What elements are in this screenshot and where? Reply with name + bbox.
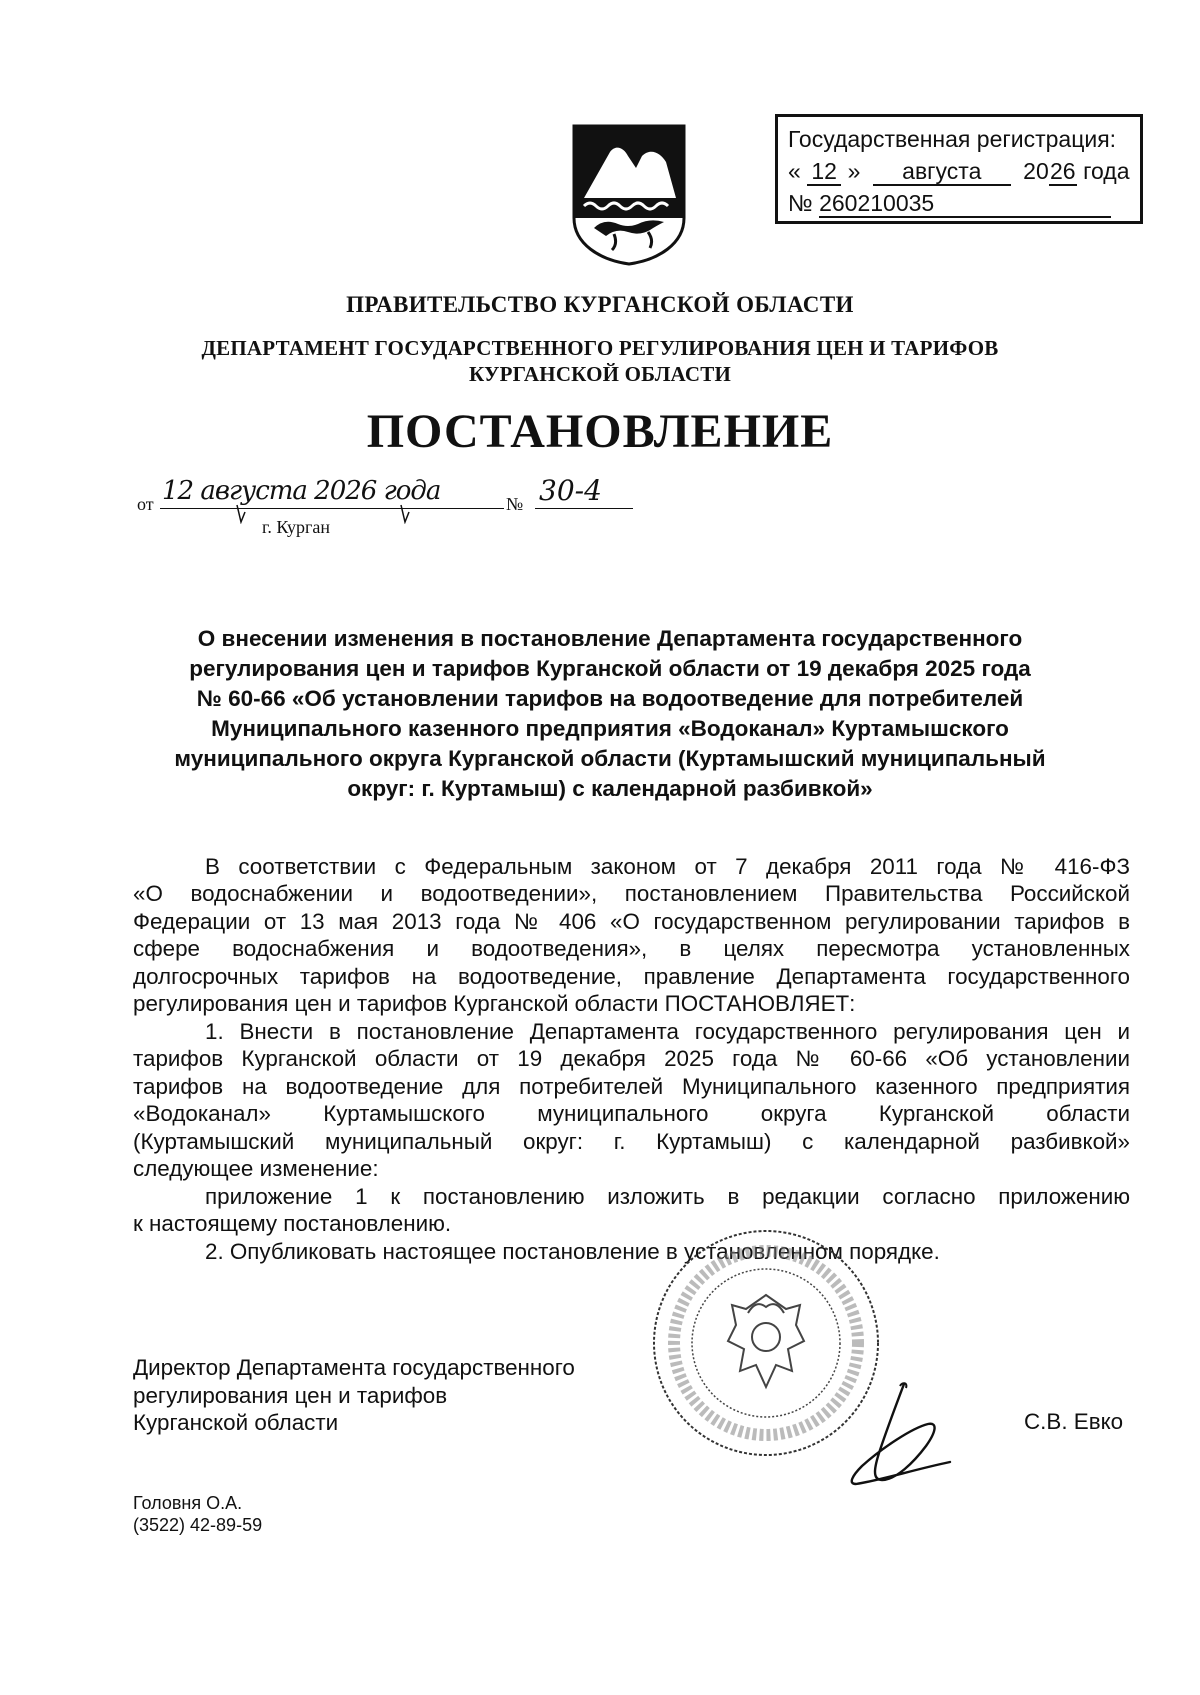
- executor-name: Головня О.А.: [133, 1493, 243, 1513]
- body-line: сфере водоснабжения и водоотведения», в целях пересмотра установленных: [133, 936, 1130, 961]
- body-line: следующее изменение:: [133, 1156, 379, 1181]
- body-line: В соответствии с Федеральным законом от 7 декабря 2011 года № 416-ФЗ: [205, 854, 1130, 879]
- registration-year-word: года: [1083, 158, 1130, 184]
- executor-info: [133, 1492, 262, 1536]
- handwritten-date: 12 августа 2026 года: [160, 474, 504, 509]
- registration-box: [775, 114, 1143, 224]
- signatory-position: [133, 1354, 575, 1437]
- signatory-position-line: Директор Департамента государственного: [133, 1355, 575, 1380]
- city-label: г. Курган: [262, 517, 331, 537]
- body-line: «О водоснабжении и водоотведении», постановлением Правительства Российской: [133, 881, 1130, 906]
- subject-line: округ: г. Куртамыш) с календарной разбивкой»: [347, 776, 873, 801]
- document-subject: [150, 624, 1070, 804]
- department-heading-line1: ДЕПАРТАМЕНТ ГОСУДАРСТВЕННОГО РЕГУЛИРОВАНИЯ ЦЕН И ТАРИФОВ: [201, 336, 999, 360]
- number-label: №: [506, 494, 524, 514]
- registration-title: Государственная регистрация:: [788, 126, 1117, 152]
- subject-line: Муниципального казенного предприятия «Водоканал» Куртамышского: [211, 716, 1009, 741]
- body-line: приложение 1 к постановлению изложить в редакции согласно приложению: [205, 1184, 1130, 1209]
- handwritten-signature: [842, 1380, 962, 1490]
- tick-mark-right: [400, 504, 410, 524]
- registration-date: [788, 155, 1140, 187]
- registration-day-close-quote: »: [847, 158, 861, 184]
- body-line: Федерации от 13 мая 2013 года № 406 «О государственном регулировании тарифов в: [133, 909, 1130, 934]
- body-line: «Водоканал» Куртамышского муниципального округа Курганской области: [133, 1101, 1130, 1126]
- registration-day: 12: [807, 158, 841, 186]
- body-line: регулирования цен и тарифов Курганской области ПОСТАНОВЛЯЕТ:: [133, 991, 856, 1016]
- government-heading: ПРАВИТЕЛЬСТВО КУРГАНСКОЙ ОБЛАСТИ: [346, 292, 854, 317]
- handwritten-number: 30-4: [535, 474, 633, 509]
- registration-number-label: №: [788, 190, 813, 216]
- registration-year-prefix: 20: [1023, 158, 1049, 184]
- body-line: тарифов на водоотведение для потребителей Муниципального казенного предприятия: [133, 1074, 1130, 1099]
- body-line: долгосрочных тарифов на водоотведение, правление Департамента государственного: [133, 964, 1130, 989]
- tick-mark-left: [236, 504, 246, 524]
- signatory-position-line: Курганской области: [133, 1410, 339, 1435]
- body-line: к настоящему постановлению.: [133, 1211, 452, 1236]
- signatory-name: С.В. Евко: [1024, 1409, 1124, 1434]
- body-line: 1. Внести в постановление Департамента государственного регулирования цен и: [205, 1019, 1130, 1044]
- signatory-position-line: регулирования цен и тарифов: [133, 1382, 448, 1408]
- coat-of-arms-emblem: [570, 122, 688, 268]
- document-type-title: ПОСТАНОВЛЕНИЕ: [366, 405, 834, 458]
- subject-line: муниципального округа Курганской области (Куртамышский муниципальный: [174, 746, 1046, 771]
- date-from-label: от: [137, 494, 154, 514]
- subject-line: О внесении изменения в постановление Департамента государственного: [197, 626, 1023, 651]
- department-heading-line2: КУРГАНСКОЙ ОБЛАСТИ: [469, 362, 731, 386]
- body-line: 2. Опубликовать настоящее постановление в установленном порядке.: [205, 1239, 940, 1264]
- subject-line: № 60-66 «Об установлении тарифов на водоотведение для потребителей: [196, 686, 1024, 711]
- executor-phone: (3522) 42-89-59: [133, 1515, 263, 1535]
- body-line: (Куртамышский муниципальный округ: г. Куртамыш) с календарной разбивкой»: [133, 1129, 1130, 1154]
- registration-month: августа: [873, 158, 1011, 186]
- subject-line: регулирования цен и тарифов Курганской области от 19 декабря 2025 года: [189, 656, 1031, 681]
- registration-year-suffix: 26: [1049, 158, 1076, 184]
- registration-number-line: [788, 187, 1140, 219]
- registration-number: 260210035: [819, 190, 1111, 218]
- body-line: тарифов Курганской области от 19 декабря 2025 года № 60-66 «Об установлении: [133, 1046, 1130, 1071]
- registration-day-open-quote: «: [788, 158, 801, 184]
